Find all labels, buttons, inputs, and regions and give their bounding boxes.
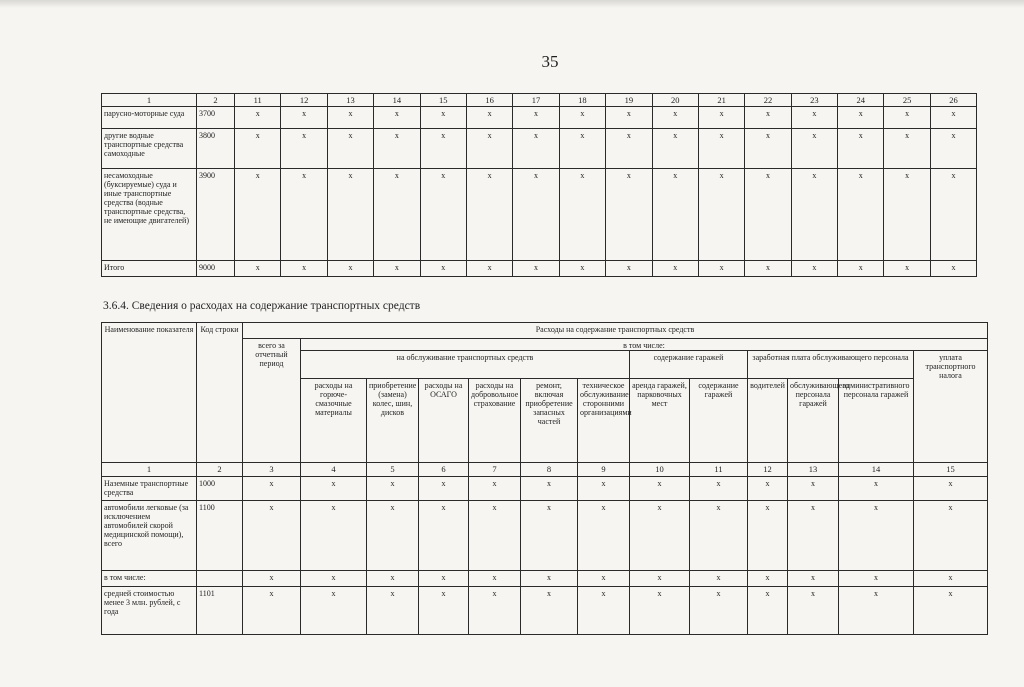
row-name: в том числе: — [102, 571, 197, 587]
cell-mark: x — [419, 571, 469, 587]
cell-mark: x — [235, 107, 281, 129]
cell-mark: x — [419, 477, 469, 501]
cell-mark: x — [839, 477, 914, 501]
row-name: парусно-моторные суда — [102, 107, 197, 129]
column-number: 24 — [838, 94, 884, 107]
page-number: 35 — [541, 52, 559, 71]
header-admin-staff: административного персонала гаражей — [839, 379, 914, 463]
row-code: 9000 — [197, 261, 235, 277]
cell-mark: x — [367, 477, 419, 501]
column-number: 1 — [102, 463, 197, 477]
cell-mark: x — [652, 107, 698, 129]
cell-mark: x — [513, 169, 559, 261]
cell-mark: x — [606, 169, 652, 261]
cell-mark: x — [327, 261, 373, 277]
row-code: 3700 — [197, 107, 235, 129]
column-number: 25 — [884, 94, 930, 107]
cell-mark: x — [745, 129, 791, 169]
row-name: средней стоимостью менее 3 млн. рублей, с года — [102, 587, 197, 635]
row-code: 1000 — [197, 477, 243, 501]
row-code: 1101 — [197, 587, 243, 635]
row-code: 3800 — [197, 129, 235, 169]
cell-mark: x — [281, 129, 327, 169]
cell-mark: x — [513, 261, 559, 277]
column-number: 13 — [788, 463, 839, 477]
table-row — [102, 169, 977, 261]
header-repair: ремонт, включая приобретение запасных частей — [521, 379, 578, 463]
column-number: 18 — [559, 94, 605, 107]
cell-mark: x — [367, 571, 419, 587]
cell-mark: x — [930, 129, 976, 169]
header-wheels: приобретение (замена) колес, шин, дисков — [367, 379, 419, 463]
cell-mark: x — [281, 169, 327, 261]
column-number: 22 — [745, 94, 791, 107]
cell-mark: x — [521, 501, 578, 571]
cell-mark: x — [327, 107, 373, 129]
table-row — [102, 477, 988, 501]
cell-mark: x — [914, 587, 988, 635]
cell-mark: x — [374, 107, 420, 129]
table-row — [102, 107, 977, 129]
cell-mark: x — [630, 571, 690, 587]
cell-mark: x — [630, 587, 690, 635]
cell-mark: x — [838, 107, 884, 129]
cell-mark: x — [838, 129, 884, 169]
header-tech-service: техническое обслуживание сторонними организациями — [578, 379, 630, 463]
cell-mark: x — [420, 261, 466, 277]
header-including: в том числе: — [301, 339, 988, 351]
header-fuel: расходы на горюче-смазочные материалы — [301, 379, 367, 463]
cell-mark: x — [839, 501, 914, 571]
cell-mark: x — [884, 107, 930, 129]
column-number: 5 — [367, 463, 419, 477]
cell-mark: x — [748, 587, 788, 635]
column-number: 6 — [419, 463, 469, 477]
cell-mark: x — [235, 261, 281, 277]
cell-mark: x — [374, 169, 420, 261]
cell-mark: x — [521, 587, 578, 635]
header-garage: содержание гаражей — [630, 351, 748, 379]
cell-mark: x — [788, 501, 839, 571]
cell-mark: x — [559, 129, 605, 169]
cell-mark: x — [243, 501, 301, 571]
cell-mark: x — [839, 587, 914, 635]
cell-mark: x — [606, 107, 652, 129]
column-numbers-row — [102, 463, 988, 477]
cell-mark: x — [367, 501, 419, 571]
cell-mark: x — [884, 261, 930, 277]
column-number: 15 — [420, 94, 466, 107]
column-number: 3 — [243, 463, 301, 477]
header-expenses: Расходы на содержание транспортных средств — [243, 323, 988, 339]
cell-mark: x — [374, 129, 420, 169]
table-row — [102, 261, 977, 277]
table-row — [102, 571, 988, 587]
cell-mark: x — [791, 107, 837, 129]
cell-mark: x — [914, 477, 988, 501]
cell-mark: x — [914, 571, 988, 587]
cell-mark: x — [748, 571, 788, 587]
cell-mark: x — [791, 169, 837, 261]
cell-mark: x — [884, 169, 930, 261]
cell-mark: x — [243, 587, 301, 635]
cell-mark: x — [521, 571, 578, 587]
cell-mark: x — [420, 129, 466, 169]
header-insurance: расходы на добровольное страхование — [469, 379, 521, 463]
vehicles-table-continued — [101, 93, 977, 277]
cell-mark: x — [578, 587, 630, 635]
column-number: 4 — [301, 463, 367, 477]
column-number: 14 — [374, 94, 420, 107]
cell-mark: x — [559, 261, 605, 277]
cell-mark: x — [513, 107, 559, 129]
cell-mark: x — [745, 261, 791, 277]
cell-mark: x — [281, 107, 327, 129]
cell-mark: x — [469, 571, 521, 587]
cell-mark: x — [327, 169, 373, 261]
cell-mark: x — [630, 477, 690, 501]
cell-mark: x — [243, 477, 301, 501]
header-service: на обслуживание транспортных средств — [301, 351, 630, 379]
cell-mark: x — [630, 501, 690, 571]
row-name: Наземные транспортные средства — [102, 477, 197, 501]
cell-mark: x — [698, 129, 744, 169]
column-number: 16 — [466, 94, 512, 107]
header-total-period: всего за отчетный период — [243, 339, 301, 463]
cell-mark: x — [606, 261, 652, 277]
header-salary: заработная плата обслуживающего персонала — [748, 351, 914, 379]
cell-mark: x — [838, 261, 884, 277]
cell-mark: x — [748, 501, 788, 571]
column-numbers-row — [102, 94, 977, 107]
cell-mark: x — [690, 587, 748, 635]
table-row — [102, 129, 977, 169]
row-code: 1100 — [197, 501, 243, 571]
cell-mark: x — [748, 477, 788, 501]
cell-mark: x — [791, 129, 837, 169]
cell-mark: x — [235, 129, 281, 169]
cell-mark: x — [788, 587, 839, 635]
cell-mark: x — [420, 169, 466, 261]
expenses-table — [101, 322, 988, 635]
cell-mark: x — [367, 587, 419, 635]
cell-mark: x — [469, 477, 521, 501]
header-service-staff: обслуживающего персонала гаражей — [788, 379, 839, 463]
cell-mark: x — [930, 169, 976, 261]
column-number: 1 — [102, 94, 197, 107]
cell-mark: x — [469, 587, 521, 635]
cell-mark: x — [327, 129, 373, 169]
cell-mark: x — [652, 169, 698, 261]
header-osago: расходы на ОСАГО — [419, 379, 469, 463]
column-number: 11 — [690, 463, 748, 477]
cell-mark: x — [243, 571, 301, 587]
row-name: другие водные транспортные средства самоходные — [102, 129, 197, 169]
page-edge — [0, 0, 1024, 8]
header-drivers: водителей — [748, 379, 788, 463]
cell-mark: x — [690, 477, 748, 501]
cell-mark: x — [914, 501, 988, 571]
cell-mark: x — [578, 501, 630, 571]
cell-mark: x — [469, 501, 521, 571]
cell-mark: x — [419, 501, 469, 571]
row-code — [197, 571, 243, 587]
cell-mark: x — [838, 169, 884, 261]
cell-mark: x — [930, 261, 976, 277]
table-row — [102, 501, 988, 571]
header-transport-tax: уплата транспортного налога — [914, 351, 988, 463]
column-number: 17 — [513, 94, 559, 107]
cell-mark: x — [559, 169, 605, 261]
row-name: Итого — [102, 261, 197, 277]
cell-mark: x — [419, 587, 469, 635]
cell-mark: x — [466, 129, 512, 169]
header-garage-rent: аренда гаражей, парковочных мест — [630, 379, 690, 463]
column-number: 14 — [839, 463, 914, 477]
column-number: 15 — [914, 463, 988, 477]
cell-mark: x — [578, 477, 630, 501]
cell-mark: x — [578, 571, 630, 587]
header-indicator-name: Наименование показателя — [102, 323, 197, 463]
header-garage-keep: содержание гаражей — [690, 379, 748, 463]
cell-mark: x — [420, 107, 466, 129]
table-row — [102, 587, 988, 635]
column-number: 2 — [197, 94, 235, 107]
row-code: 3900 — [197, 169, 235, 261]
cell-mark: x — [652, 129, 698, 169]
cell-mark: x — [466, 107, 512, 129]
cell-mark: x — [559, 107, 605, 129]
row-name: автомобили легковые (за исключением автомобилей скорой медицинской помощи), всего — [102, 501, 197, 571]
column-number: 9 — [578, 463, 630, 477]
cell-mark: x — [698, 169, 744, 261]
cell-mark: x — [791, 261, 837, 277]
cell-mark: x — [281, 261, 327, 277]
cell-mark: x — [374, 261, 420, 277]
column-number: 12 — [281, 94, 327, 107]
column-number: 19 — [606, 94, 652, 107]
column-number: 8 — [521, 463, 578, 477]
cell-mark: x — [788, 477, 839, 501]
cell-mark: x — [513, 129, 559, 169]
cell-mark: x — [301, 477, 367, 501]
column-number: 7 — [469, 463, 521, 477]
column-number: 13 — [327, 94, 373, 107]
cell-mark: x — [301, 501, 367, 571]
column-number: 21 — [698, 94, 744, 107]
cell-mark: x — [466, 169, 512, 261]
cell-mark: x — [788, 571, 839, 587]
section-title: 3.6.4. Сведения о расходах на содержание транспортных средств — [103, 300, 421, 312]
cell-mark: x — [930, 107, 976, 129]
cell-mark: x — [466, 261, 512, 277]
cell-mark: x — [690, 501, 748, 571]
header-row-code: Код строки — [197, 323, 243, 463]
column-number: 12 — [748, 463, 788, 477]
cell-mark: x — [521, 477, 578, 501]
cell-mark: x — [839, 571, 914, 587]
cell-mark: x — [745, 169, 791, 261]
cell-mark: x — [301, 571, 367, 587]
cell-mark: x — [698, 261, 744, 277]
column-number: 2 — [197, 463, 243, 477]
cell-mark: x — [690, 571, 748, 587]
row-name: несамоходные (буксируемые) суда и иные транспортные средства (водные транспортные средства, не имеющие двигателей) — [102, 169, 197, 261]
column-number: 23 — [791, 94, 837, 107]
cell-mark: x — [884, 129, 930, 169]
cell-mark: x — [745, 107, 791, 129]
cell-mark: x — [606, 129, 652, 169]
cell-mark: x — [652, 261, 698, 277]
column-number: 10 — [630, 463, 690, 477]
cell-mark: x — [698, 107, 744, 129]
cell-mark: x — [301, 587, 367, 635]
column-number: 11 — [235, 94, 281, 107]
column-number: 20 — [652, 94, 698, 107]
column-number: 26 — [930, 94, 976, 107]
cell-mark: x — [235, 169, 281, 261]
